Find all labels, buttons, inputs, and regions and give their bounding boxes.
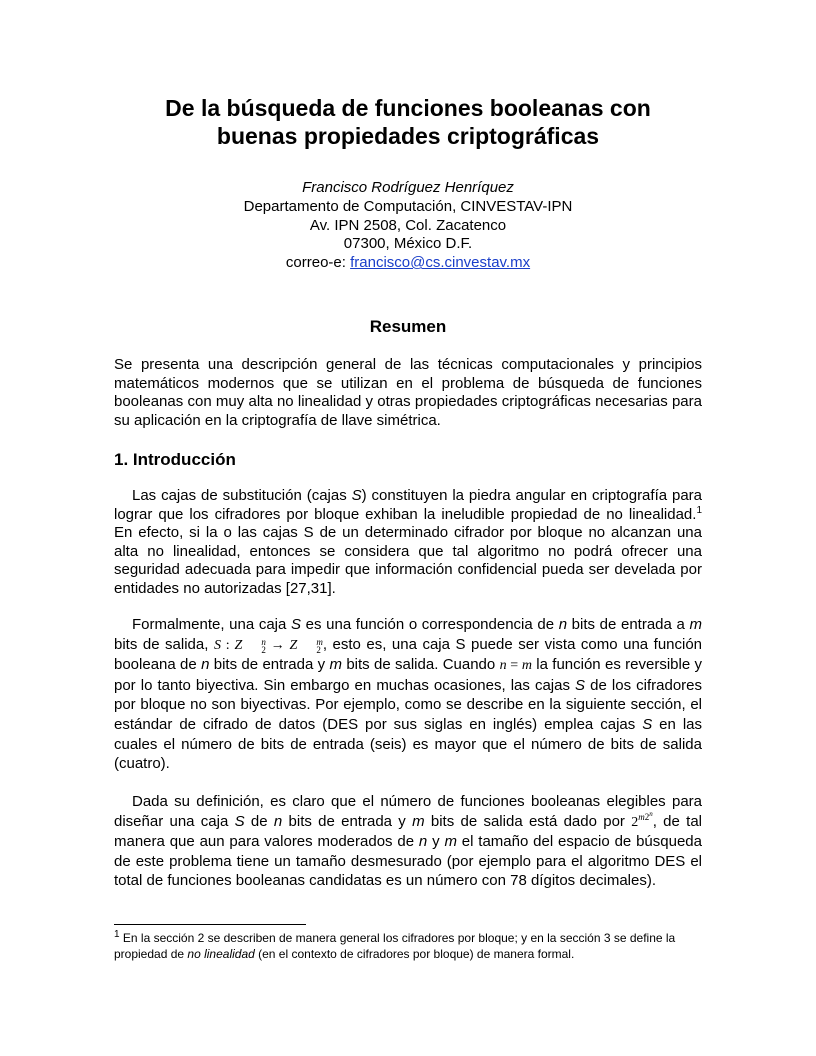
n-equals-m-formula: n = m (499, 658, 532, 674)
footnote-reference[interactable]: 1 (696, 504, 702, 516)
email-label: correo-e: (285, 254, 351, 272)
italic-s: S (351, 487, 362, 504)
intro-paragraph-1: Las cajas de substitución (cajas S) constituyen la piedra angular en criptografía para lograr que los cifradores por bloque exhiban la ineludible propiedad de no linealidad.$^1$ En efecto, si la o las cajas S de un determinado cifrador por bloque no alcanzan una alta no linealidad, entonces se considera que tal algoritmo no podrá ofrecer una seguridad adecuada para impedir que información confidencial pueda ser develada por entidades no autorizadas [27,31]. (114, 487, 703, 597)
title-line-1: De la búsqueda de funciones booleanas con (165, 95, 651, 121)
author-department: Departamento de Computación, CINVESTAV-IPN (243, 197, 573, 215)
footnote-mark: 1 (114, 929, 120, 940)
footnote-divider (114, 924, 306, 925)
abstract-heading: Resumen (369, 317, 447, 336)
author-address-line-1: Av. IPN 2508, Col. Zacatenco (309, 216, 507, 234)
author-address-line-2: 07300, México D.F. (343, 235, 473, 253)
paper-title (110, 94, 706, 150)
section-heading-introduccion: 1. Introducción (114, 450, 236, 469)
sbox-mapping-formula: S : Z n 2 → Z m 2 (213, 636, 323, 655)
email-link[interactable]: francisco@cs.cinvestav.mx (350, 254, 531, 272)
author-block (110, 179, 706, 273)
footnote-1: $^1$ En la sección 2 se describen de manera general los cifradores por bloque; y en la sección 3 se define la propiedad de no linealidad (en el contexto de cifradores por bloque) de manera formal. (114, 929, 676, 961)
boolean-count-formula: $2^{m2^n}$ (631, 809, 653, 830)
title-line-2: buenas propiedades criptográficas (216, 123, 600, 149)
intro-paragraph-3: Dada su definición, es claro que el número de funciones booleanas elegibles para diseñar una caja S de n bits de entrada y m bits de salida está dado por $2^{m2^n}$, de tal manera que aun para valores moderados de n y m el tamaño del espacio de búsqueda de este problema tiene un tamaño desmesurado (por ejemplo para el algoritmo DES el total de funciones booleanas candidatas es un número con 78 dígitos decimales). (114, 793, 702, 890)
author-email-line (110, 254, 706, 273)
abstract-text: Se presenta una descripción general de las técnicas computacionales y principios matemáticos modernos que se utilizan en el problema de búsqueda de funciones booleanas con muy alta no linealidad y otras propiedades criptográficas necesarias para su aplicación en la criptografía de llave simétrica. (114, 356, 702, 429)
intro-paragraph-2: Formalmente, una caja S es una función o correspondencia de n bits de entrada a m bits de salida, S : Z n 2 → Z m 2 , esto es, una caja S puede ser vista como una función booleana de n bits de entrada y m bits de salida. Cuando n = m la función es reversible y por lo tanto biyectiva. Sin embargo en muchas ocasiones, las cajas S de los cifradores por bloque no son biyectivas. Por ejemplo, como se describe en la siguiente sección, el estándar de cifrado de datos (DES por sus siglas en inglés) emplea cajas S en las cuales el número de bits de entrada (seis) es mayor que el número de bits de salida (cuatro). (114, 616, 703, 773)
author-name: Francisco Rodríguez Henríquez (302, 179, 514, 196)
